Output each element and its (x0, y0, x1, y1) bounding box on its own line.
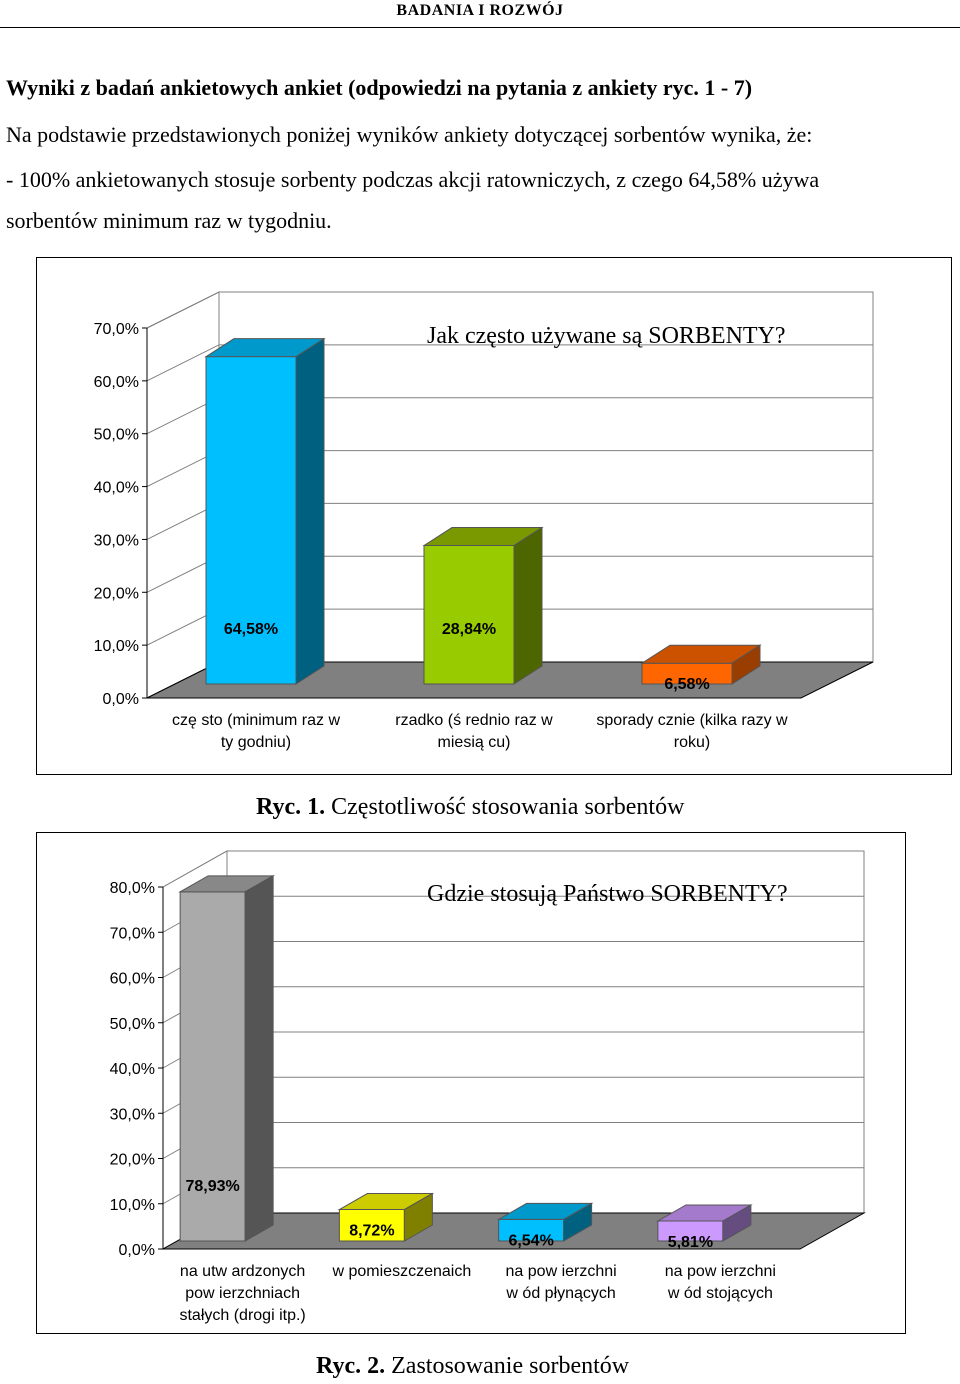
y-tick-label: 50,0% (93, 426, 139, 444)
chart-title: Jak często używane są SORBENTY? (427, 323, 786, 349)
y-tick-label: 20,0% (93, 585, 139, 603)
caption-text: Częstotliwość stosowania sorbentów (325, 794, 685, 820)
category-label: czę sto (minimum raz w (171, 712, 341, 729)
y-tick-label: 20,0% (109, 1151, 155, 1169)
category-label: sporady cznie (kilka razy w (596, 712, 788, 729)
data-label: 64,58% (223, 621, 279, 638)
bar-side (245, 876, 273, 1241)
data-label: 6,54% (508, 1232, 554, 1250)
intro-line: sorbentów minimum raz w tygodniu. (6, 208, 332, 233)
chart-frequency-svg (37, 258, 951, 774)
y-tick-label: 70,0% (93, 321, 139, 338)
bar-side (514, 528, 542, 684)
bar (424, 546, 514, 684)
data-label: 78,93% (185, 1178, 240, 1195)
intro-title: Wyniki z badań ankietowych ankiet (odpowiedzi na pytania z ankiety ryc. 1 - 7) (6, 75, 753, 100)
chart-title: Gdzie stosują Państwo SORBENTY? (427, 881, 788, 907)
figure-caption-2 (316, 1353, 629, 1380)
y-tick-label: 30,0% (109, 1106, 155, 1124)
category-label: rzadko (ś rednio raz w (395, 712, 553, 729)
y-tick-label: 50,0% (109, 1015, 155, 1033)
bar-side (296, 339, 324, 684)
category-label: na pow ierzchni (664, 1263, 776, 1280)
chart-usage (36, 832, 906, 1334)
data-label: 28,84% (441, 621, 497, 638)
caption-label: Ryc. 2. (316, 1353, 386, 1379)
y-tick-label: 70,0% (109, 925, 155, 943)
category-label: na utw ardzonych (179, 1263, 306, 1280)
category-label: roku) (673, 734, 711, 751)
running-header: BADANIA I ROZWÓJ (396, 2, 564, 19)
y-tick-label: 0,0% (118, 1242, 155, 1259)
category-label: w ód płynących (506, 1285, 616, 1302)
data-label: 5,81% (667, 1234, 714, 1251)
intro-line: Na podstawie przedstawionych poniżej wyników ankiety dotyczącej sorbentów wynika, że: (6, 122, 813, 147)
category-label: pow ierzchniach (185, 1285, 300, 1302)
category-label: na pow ierzchni (505, 1263, 617, 1280)
header-rule (0, 27, 960, 28)
category-label: miesią cu) (437, 734, 511, 751)
y-tick-label: 40,0% (93, 479, 139, 497)
y-tick-label: 30,0% (93, 532, 139, 550)
y-tick-label: 80,0% (109, 880, 155, 897)
intro-line: - 100% ankietowanych stosuje sorbenty podczas akcji ratowniczych, z czego 64,58% używa (6, 167, 820, 192)
category-label: ty godniu) (220, 734, 292, 751)
y-tick-label: 40,0% (109, 1061, 155, 1078)
y-tick-label: 10,0% (93, 638, 139, 656)
chart-usage-svg (37, 833, 905, 1333)
y-tick-label: 10,0% (109, 1196, 155, 1214)
caption-text: Zastosowanie sorbentów (385, 1353, 630, 1379)
data-label: 6,58% (664, 676, 710, 694)
category-label: w pomieszczenaich (332, 1263, 472, 1280)
data-label: 8,72% (349, 1222, 395, 1240)
category-label: stałych (drogi itp.) (179, 1307, 306, 1324)
caption-label: Ryc. 1. (256, 794, 326, 820)
category-label: w ód stojących (667, 1285, 773, 1302)
y-tick-label: 0,0% (102, 691, 139, 708)
figure-caption-1 (256, 794, 684, 821)
chart-frequency (36, 257, 952, 775)
y-tick-label: 60,0% (109, 970, 155, 988)
y-tick-label: 60,0% (93, 373, 139, 391)
